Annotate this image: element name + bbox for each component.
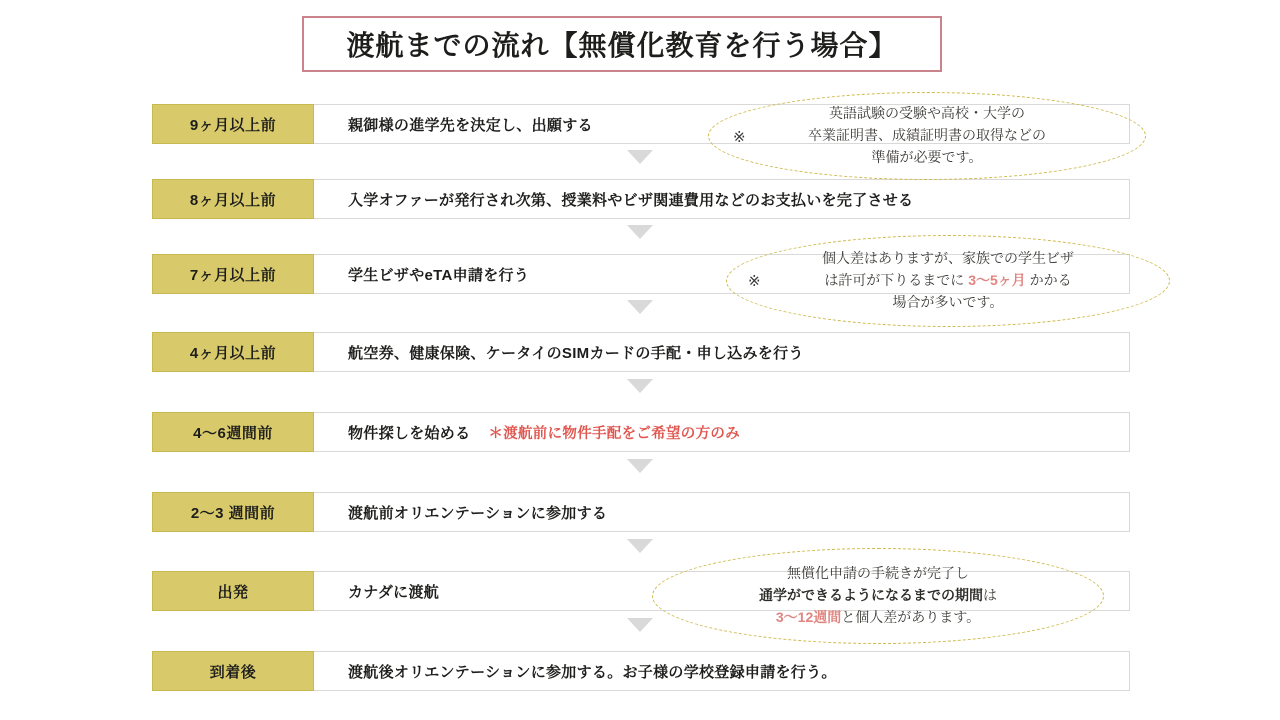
callout-line: 個人差はありますが、家族での学生ビザ bbox=[822, 250, 1074, 267]
row-body bbox=[314, 332, 1130, 372]
callout-note-1-text bbox=[782, 103, 1072, 168]
callout-line: 無償化申請の手続きが完了し bbox=[787, 565, 969, 582]
down-arrow-icon bbox=[627, 618, 653, 632]
callout-line-part: は許可が下りるまでに bbox=[824, 272, 969, 289]
callout-line bbox=[759, 585, 997, 607]
flow-row bbox=[152, 332, 1130, 372]
callout-strong: 通学ができるようになるまでの期間 bbox=[759, 587, 983, 604]
callout-line-part: かかる bbox=[1025, 272, 1072, 289]
row-text: 親御様の進学先を決定し、出願する bbox=[348, 116, 593, 134]
row-label: 8ヶ月以上前 bbox=[152, 179, 314, 219]
row-body bbox=[314, 492, 1130, 532]
callout-line bbox=[822, 270, 1074, 292]
down-arrow-icon bbox=[627, 150, 653, 164]
row-label: 7ヶ月以上前 bbox=[152, 254, 314, 294]
page-title: 渡航までの流れ【無償化教育を行う場合】 bbox=[346, 30, 898, 61]
callout-line: 準備が必要です。 bbox=[871, 148, 983, 165]
callout-note-1 bbox=[708, 92, 1146, 180]
flow-row bbox=[152, 412, 1130, 452]
row-text: 渡航後オリエンテーションに参加する。お子様の学校登録申請を行う。 bbox=[348, 663, 837, 681]
callout-note-3-text bbox=[733, 563, 1023, 628]
row-text: 入学オファーが発行され次第、授業料やビザ関連費用などのお支払いを完了させる bbox=[348, 191, 914, 209]
callout-line-part: と個人差があります。 bbox=[841, 608, 981, 625]
flow-row bbox=[152, 492, 1130, 532]
row-label: 4〜6週間前 bbox=[152, 412, 314, 452]
row-label: 4ヶ月以上前 bbox=[152, 332, 314, 372]
kome-marker-2: ※ bbox=[748, 273, 761, 290]
down-arrow-icon bbox=[627, 300, 653, 314]
kome-marker-1: ※ bbox=[733, 129, 746, 146]
down-arrow-icon bbox=[627, 225, 653, 239]
row-text: 学生ビザやeTA申請を行う bbox=[348, 266, 530, 284]
callout-line: 英語試験の受験や高校・大学の bbox=[829, 105, 1025, 122]
callout-note-2 bbox=[726, 235, 1170, 327]
callout-accent: 3〜5ヶ月 bbox=[968, 272, 1026, 289]
row-label: 9ヶ月以上前 bbox=[152, 104, 314, 144]
callout-note-3 bbox=[652, 548, 1104, 644]
page-title-box bbox=[302, 16, 942, 72]
row-note: ＊渡航前に物件手配をご希望の方のみ bbox=[488, 425, 741, 442]
row-body bbox=[314, 179, 1130, 219]
row-body bbox=[314, 412, 1130, 452]
down-arrow-icon bbox=[627, 379, 653, 393]
callout-note-2-text bbox=[796, 248, 1100, 313]
callout-line-part: は bbox=[983, 587, 997, 604]
row-text: 渡航前オリエンテーションに参加する bbox=[348, 504, 608, 522]
callout-line: 卒業証明書、成績証明書の取得などの bbox=[808, 127, 1046, 144]
row-label: 到着後 bbox=[152, 651, 314, 691]
row-label: 2〜3 週間前 bbox=[152, 492, 314, 532]
flow-row bbox=[152, 179, 1130, 219]
callout-line bbox=[759, 607, 997, 629]
row-text: 航空券、健康保険、ケータイのSIMカードの手配・申し込みを行う bbox=[348, 344, 804, 362]
row-label: 出発 bbox=[152, 571, 314, 611]
callout-line: 場合が多いです。 bbox=[892, 293, 1004, 310]
callout-accent: 3〜12週間 bbox=[775, 608, 842, 625]
flow-row bbox=[152, 651, 1130, 691]
down-arrow-icon bbox=[627, 539, 653, 553]
row-text: 物件探しを始める bbox=[348, 424, 471, 442]
row-body bbox=[314, 651, 1130, 691]
down-arrow-icon bbox=[627, 459, 653, 473]
row-text: カナダに渡航 bbox=[348, 583, 440, 601]
